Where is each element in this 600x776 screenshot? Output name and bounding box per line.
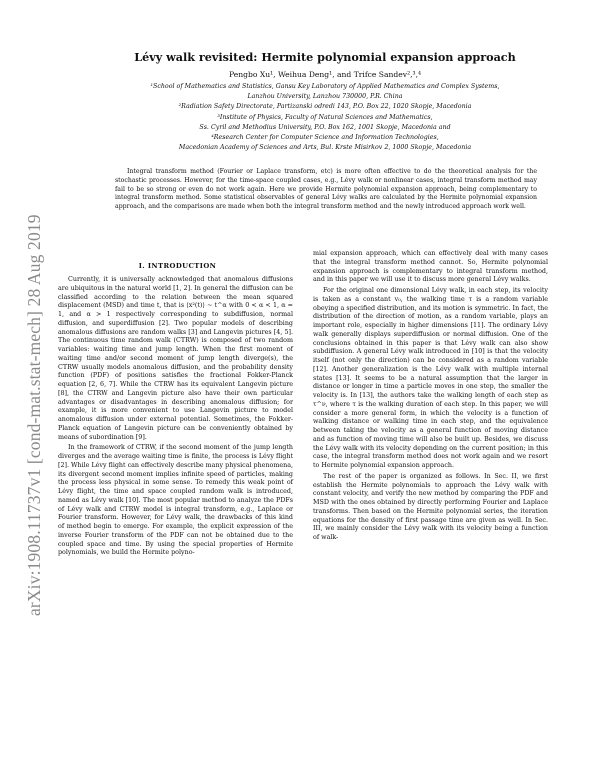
- paragraph: Currently, it is universally acknowledged that anomalous diffusions are ubiquitous in the natural world [1, 2]. In general the diffusion can be classified according to the relation between the mean squared displacement (MSD) and time t, that is ⟨x²(t)⟩ ∼ t^α with 0 < α < 1, α = 1, and α > 1 respectively corresponding to subdiffusion, normal diffusion, and superdiffusion [2]. Two popular models of describing anomalous diffusions are random walks [3] and Langevin pictures [4, 5]. The continuous time random walk (CTRW) is composed of two random variables: waiting time and jump length. When the first moment of waiting time and/or second moment of jump length diverge(s), the CTRW usually models anomalous diffusion, and the probability density function (PDF) of positions satisfies the fractional Fokker-Planck equation [2, 6, 7]. While the CTRW has its equivalent Langevin picture [8], the CTRW and Langevin picture also have their own particular advantages or disadvantages in describing anomalous diffusion; for example, it is more convenient to use Langevin picture to model anomalous diffusion under external potential. Sometimes, the Fokker-Planck equation of Langevin picture can be conveniently obtained by means of subordination [9].: [58, 276, 293, 441]
- section-heading-introduction: I. INTRODUCTION: [138, 262, 217, 270]
- paragraph: In the framework of CTRW, if the second moment of the jump length diverges and the average waiting time is finite, the process is Lévy flight [2]. While Lévy flight can effectively describe many physical phenomena, its divergent second moment implies infinite speed of particles, making the process less physical in some sense. To remedy this weak point of Lévy flight, the time and space coupled random walk is introduced, named as Lévy walk [10]. The most popular method to analyze the PDFs of Lévy walk and CTRW model is integral transform, e.g., Laplace or Fourier transform. However, for Lévy walk, the drawbacks of this kind of method begin to emerge. For example, the explicit expression of the inverse Fourier transform of the PDF can not be obtained due to the coupled space and time. By using the special properties of Hermite polynomials, we build the Hermite polyno-: [58, 444, 293, 557]
- affiliation-line: ²Radiation Safety Directorate, Partizanski odredi 143, P.O. Box 22, 1020 Skopje, Macedonia: [178, 103, 472, 111]
- affiliation-line: ¹School of Mathematics and Statistics, Gansu Key Laboratory of Applied Mathematics and Complex Systems,: [150, 83, 500, 90]
- right-column: [313, 250, 548, 545]
- paragraph: The rest of the paper is organized as follows. In Sec. II, we first establish the Hermite polynomials to approach the Lévy walk with constant velocity, and verify the new method by comparing the PDF and MSD with the ones obtained by directly performing Fourier and Laplace transforms. Then based on the Hermite polynomial series, the iteration equations for the density of first passage time are given as well. In Sec. III, we mainly consider the Lévy walk with its velocity being a function of walk-: [313, 472, 548, 541]
- affiliation-line: ⁴Research Center for Computer Science and Information Technologies,: [211, 134, 439, 142]
- author-list: Pengbo Xu¹, Weihua Deng¹, and Trifce Sandev²,³,⁴: [228, 70, 422, 79]
- abstract: [115, 168, 537, 212]
- affiliations: [70, 82, 580, 153]
- paper-title: Lévy walk revisited: Hermite polynomial expansion approach: [134, 50, 516, 64]
- arxiv-identifier: arXiv:1908.11737v1 [cond-mat.stat-mech] 28 Aug 2019: [24, 214, 44, 616]
- left-column: [58, 276, 293, 560]
- abstract-text: Integral transform method (Fourier or Laplace transform, etc) is more often effective to do the theoretical analysis for the stochastic processes. However, for the time-space coupled cases, e.g., Lévy walk or nonlinear cases, integral transform method may fail to be so strong or even do not work again. Here we provide Hermite polynomial expansion approach, being complementary to integral transform method. Some statistical observables of general Lévy walks are calculated by the Hermite polynomial expansion approach, and the comparisons are made when both the integral transform method and the newly introduced approach work well.: [115, 168, 537, 211]
- paragraph: For the original one dimensional Lévy walk, in each step, its velocity is taken as a constant v₀, the walking time τ is a random variable obeying a specified distribution, and its motion is symmetric. In fact, the distribution of the direction of motion, as a random variable, plays an important role, especially in higher dimensions [11]. The ordinary Lévy walk generally displays superdiffusion or normal diffusion. One of the conclusions obtained in this paper is that Lévy walk can also show subdiffusion. A general Lévy walk introduced in [10] is that the velocity itself (not only the direction) can be considered as a random variable [12]. Another generalization is the Lévy walk with multiple internal states [13]. It seems to be a natural assumption that the larger in distance or longer in time a particle moves in one step, the smaller the velocity is. In [13], the authors take the walking length of each step as τ^ν, where τ is the walking duration of each step. In this paper, we will consider a more general form, in which the velocity is a function of walking distance or walking time in each step, and the equivalence between taking the velocity as a general function of moving distance and as function of moving time will also be built up. Besides, we discuss the Lévy walk with its velocity depending on the current position; in this case, the integral transform method does not work again and we resort to Hermite polynomial expansion approach.: [313, 287, 548, 469]
- arxiv-sidebar: [2, 60, 42, 616]
- affiliation-line: ³Institute of Physics, Faculty of Natural Sciences and Mathematics,: [217, 113, 433, 121]
- affiliation-line: Lanzhou University, Lanzhou 730000, P.R. China: [247, 93, 403, 101]
- paragraph: mial expansion approach, which can effectively deal with many cases that the integral transform method cannot. So, Hermite polynomial expansion approach is complementary to integral transform method, and in this paper we will use it to discuss more general Lévy walks.: [313, 250, 548, 284]
- affiliation-line: Ss. Cyril and Methodius University, P.O. Box 162, 1001 Skopje, Macedonia and: [199, 123, 451, 131]
- affiliation-line: Macedonian Academy of Sciences and Arts, Bul. Krste Misirkov 2, 1000 Skopje, Macedonia: [178, 144, 472, 152]
